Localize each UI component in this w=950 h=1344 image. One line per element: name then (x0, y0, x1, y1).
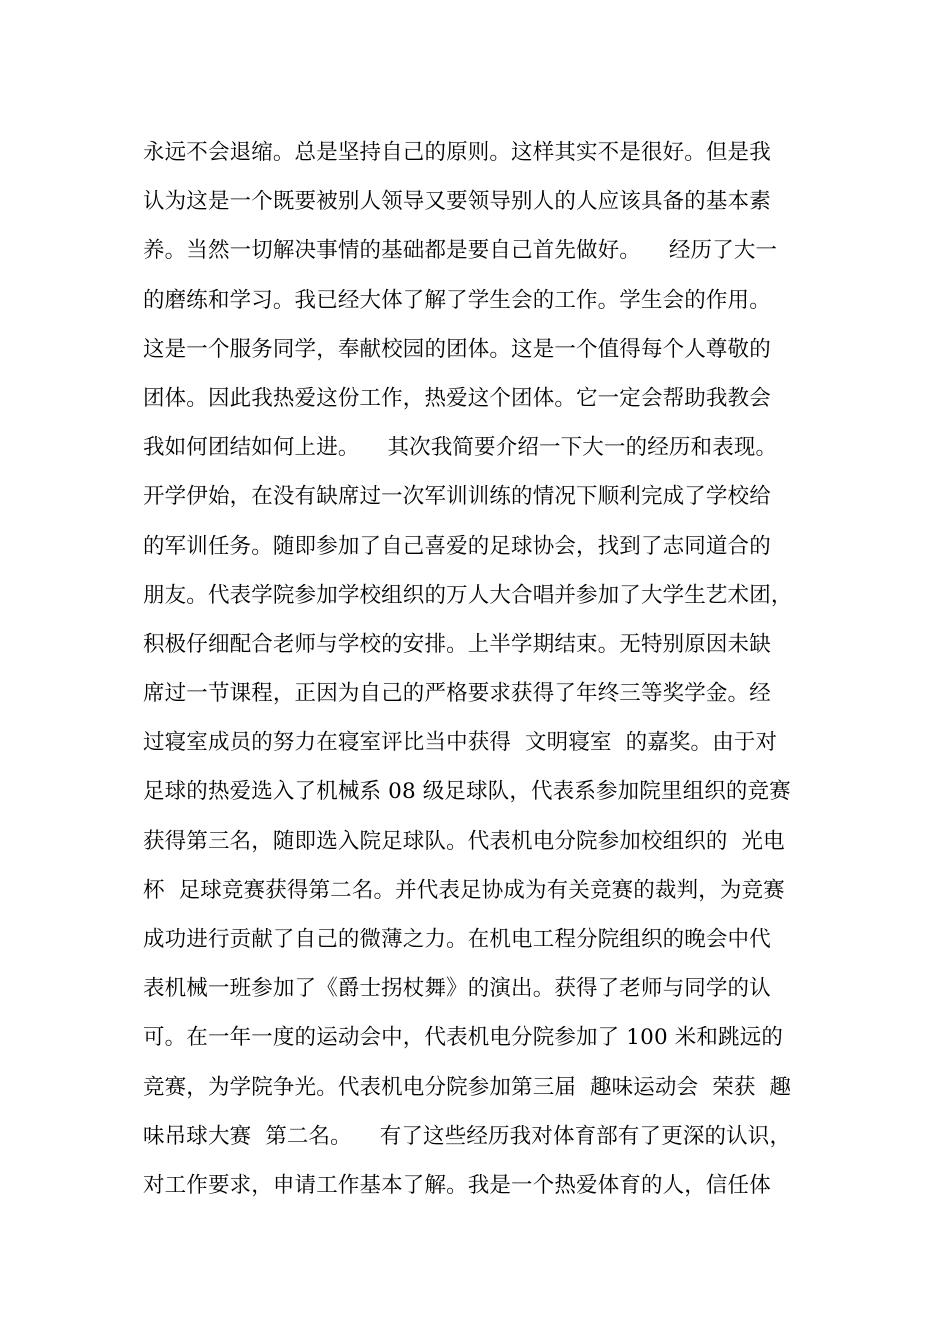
text-line: 对工作要求，申请工作基本了解。我是一个热爱体育的人，信任体 (143, 1172, 771, 1198)
text-line: 朋友。代表学院参加学校组织的万人大合唱并参加了大学生艺术团， (143, 582, 793, 608)
text-line: 味吊球大赛 第二名。 有了这些经历我对体育部有了更深的认识， (143, 1123, 792, 1149)
body-text (143, 134, 823, 1216)
text-line: 足球的热爱选入了机械系 08 级足球队，代表系参加院里组织的竞赛 (143, 779, 791, 805)
text-line: 过寝室成员的努力在寝室评比当中获得 文明寝室 的嘉奖。由于对 (143, 730, 778, 756)
text-line: 养。当然一切解决事情的基础都是要自己首先做好。 经历了大一 (143, 238, 778, 264)
text-line: 积极仔细配合老师与学校的安排。上半学期结束。无特别原因未缺 (143, 631, 771, 657)
text-line: 获得第三名，随即选入院足球队。代表机电分院参加校组织的 光电 (143, 828, 785, 854)
text-line: 成功进行贡献了自己的微薄之力。在机电工程分院组织的晚会中代 (143, 927, 771, 952)
text-line: 团体。因此我热爱这份工作，热爱这个团体。它一定会帮助我教会 (143, 385, 771, 411)
text-line: 的磨练和学习。我已经大体了解了学生会的工作。学生会的作用。 (143, 287, 771, 313)
text-line: 杯 足球竞赛获得第二名。并代表足协成为有关竞赛的裁判，为竞赛 (143, 877, 785, 903)
text-line: 席过一节课程，正因为自己的严格要求获得了年终三等奖学金。经 (143, 681, 771, 707)
text-line: 认为这是一个既要被别人领导又要领导别人的人应该具备的基本素 (143, 189, 771, 215)
text-line: 我如何团结如何上进。 其次我简要介绍一下大一的经历和表现。 (143, 435, 778, 461)
text-line: 永远不会退缩。总是坚持自己的原则。这样其实不是很好。但是我 (143, 140, 771, 165)
text-line: 这是一个服务同学，奉献校园的团体。这是一个值得每个人尊敬的 (143, 336, 771, 362)
text-line: 表机械一班参加了《爵士拐杖舞》的演出。获得了老师与同学的认 (143, 976, 771, 1002)
text-line: 竞赛，为学院争光。代表机电分院参加第三届 趣味运动会 荣获 趣 (143, 1074, 792, 1100)
text-line: 的军训任务。随即参加了自己喜爱的足球协会，找到了志同道合的 (143, 533, 771, 559)
text-line: 开学伊始，在没有缺席过一次军训训练的情况下顺利完成了学校给 (143, 484, 771, 510)
text-line: 可。在一年一度的运动会中，代表机电分院参加了 100 米和跳远的 (143, 1025, 784, 1051)
